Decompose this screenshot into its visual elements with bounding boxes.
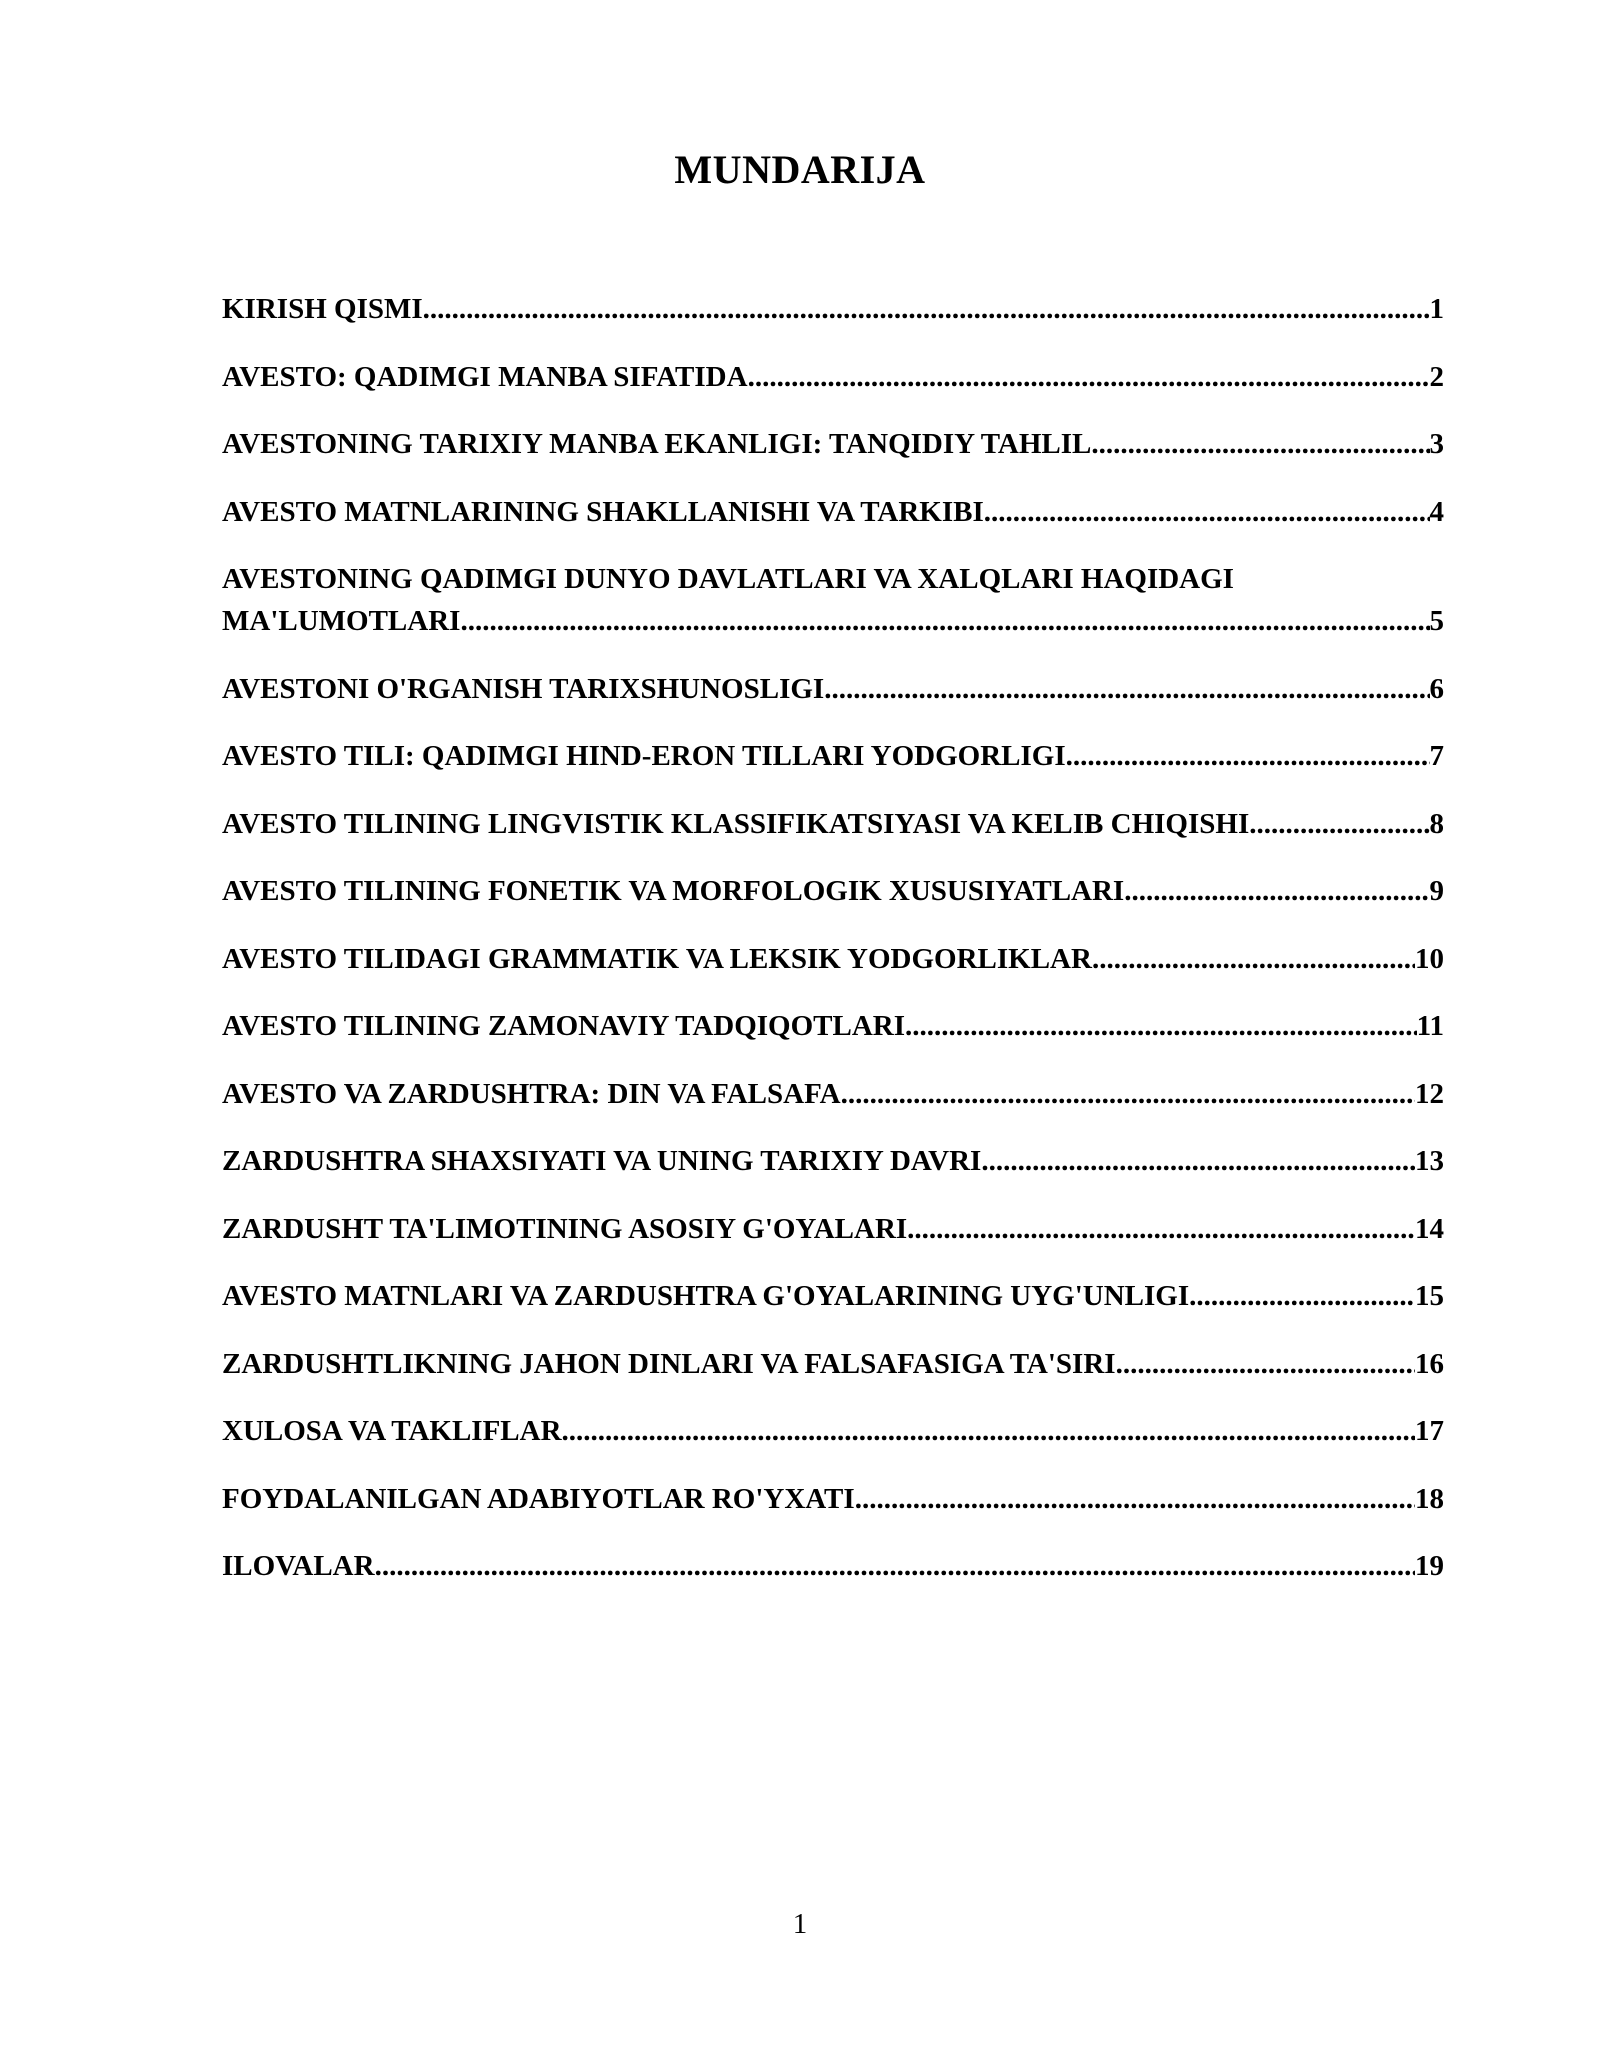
toc-entry-label: AVESTO: QADIMGI MANBA SIFATIDA: [222, 360, 748, 393]
toc-entry-label: AVESTONING TARIXIY MANBA EKANLIGI: TANQIDIY TAHLIL: [222, 428, 1092, 460]
dot-leader: [905, 1005, 1417, 1047]
toc-entry[interactable]: [222, 1005, 1444, 1047]
toc-entry-page: 18: [1415, 1482, 1444, 1515]
toc-entry-page: 2: [1429, 360, 1444, 393]
toc-entry[interactable]: [222, 938, 1444, 980]
dot-leader: [375, 1545, 1415, 1587]
toc-entry-continuation: [222, 600, 1444, 642]
toc-entry-page: 7: [1429, 740, 1444, 772]
toc-entry[interactable]: [222, 1545, 1444, 1587]
toc-entry-label: ZARDUSHT TA'LIMOTINING ASOSIY G'OYALARI: [222, 1212, 908, 1245]
dot-leader: [907, 1208, 1415, 1250]
dot-leader: [423, 288, 1430, 330]
toc-entry[interactable]: [222, 1073, 1444, 1115]
toc-entry-label: AVESTONING QADIMGI DUNYO DAVLATLARI VA XALQLARI HAQIDAGI: [222, 563, 1234, 595]
toc-entry[interactable]: [222, 668, 1444, 710]
page-number: 1: [792, 1908, 808, 1940]
toc-entry-label-continued: MA'LUMOTLARI: [222, 605, 461, 637]
toc-entry[interactable]: [222, 735, 1444, 777]
toc-entry[interactable]: [222, 558, 1444, 642]
toc-entry-page: 10: [1415, 942, 1444, 975]
toc-entry-label: KIRISH QISMI: [222, 293, 423, 325]
toc-entry-page: 17: [1415, 1415, 1444, 1447]
toc-entry-label: AVESTO MATNLARINING SHAKLLANISHI VA TARKIBI: [222, 495, 984, 528]
toc-entry-page: 5: [1429, 605, 1444, 637]
dot-leader: [748, 356, 1430, 398]
dot-leader: [981, 1140, 1415, 1182]
dot-leader: [1091, 423, 1429, 465]
toc-entry-label: ZARDUSHTRA SHAXSIYATI VA UNING TARIXIY DAVRI: [222, 1145, 982, 1177]
toc-entry-label: FOYDALANILGAN ADABIYOTLAR RO'YXATI: [222, 1482, 855, 1515]
toc-entry-page: 15: [1415, 1280, 1444, 1312]
toc-entry-label: ILOVALAR: [222, 1550, 375, 1582]
dot-leader: [460, 600, 1429, 642]
toc-entry[interactable]: [222, 1208, 1444, 1250]
toc-entry-page: 3: [1429, 428, 1444, 460]
toc-entry[interactable]: [222, 423, 1444, 465]
page-title: MUNDARIJA: [674, 147, 926, 192]
toc-entry-page: 13: [1415, 1145, 1444, 1177]
dot-leader: [855, 1478, 1415, 1520]
dot-leader: [1124, 870, 1429, 912]
toc-entry-page: 12: [1415, 1077, 1444, 1110]
toc-entry[interactable]: [222, 1343, 1444, 1385]
dot-leader: [841, 1073, 1415, 1115]
toc-entry-page: 6: [1429, 672, 1444, 705]
toc-entry-page: 14: [1415, 1212, 1444, 1245]
toc-entry-label: AVESTO MATNLARI VA ZARDUSHTRA G'OYALARINING UYG'UNLIGI: [222, 1280, 1190, 1312]
toc-entry-label: ZARDUSHTLIKNING JAHON DINLARI VA FALSAFASIGA TA'SIRI: [222, 1347, 1116, 1380]
toc-entry[interactable]: [222, 1140, 1444, 1182]
dot-leader: [1249, 803, 1429, 845]
toc-entry[interactable]: [222, 356, 1444, 398]
toc-entry-page: 9: [1429, 875, 1444, 907]
toc-entry[interactable]: [222, 1478, 1444, 1520]
toc-entry-page: 4: [1429, 495, 1444, 528]
toc-entry[interactable]: [222, 288, 1444, 330]
toc-entry-label: AVESTO VA ZARDUSHTRA: DIN VA FALSAFA: [222, 1077, 841, 1110]
toc-entry-page: 16: [1415, 1347, 1444, 1380]
dot-leader: [1066, 735, 1430, 777]
dot-leader: [984, 491, 1430, 533]
dot-leader: [562, 1410, 1415, 1452]
toc-entry[interactable]: [222, 803, 1444, 845]
toc-entry-page: 19: [1415, 1550, 1444, 1582]
toc-entry-page: 8: [1429, 807, 1444, 840]
toc-entry-label: AVESTO TILINING LINGVISTIK KLASSIFIKATSIYASI VA KELIB CHIQISHI: [222, 807, 1250, 840]
toc-entry-label: AVESTO TILI: QADIMGI HIND-ERON TILLARI YODGORLIGI: [222, 740, 1066, 772]
toc-entry[interactable]: [222, 491, 1444, 533]
toc-entry-page: 11: [1416, 1010, 1444, 1042]
toc-entry-page: 1: [1429, 293, 1444, 325]
dot-leader: [1092, 938, 1415, 980]
table-of-contents: [222, 288, 1444, 1613]
toc-entry-label: AVESTONI O'RGANISH TARIXSHUNOSLIGI: [222, 672, 825, 705]
toc-entry[interactable]: [222, 1275, 1444, 1317]
toc-entry-label: AVESTO TILIDAGI GRAMMATIK VA LEKSIK YODGORLIKLAR: [222, 942, 1092, 975]
dot-leader: [1189, 1275, 1415, 1317]
toc-entry-label: AVESTO TILINING ZAMONAVIY TADQIQOTLARI: [222, 1010, 906, 1042]
dot-leader: [1116, 1343, 1415, 1385]
toc-entry[interactable]: [222, 1410, 1444, 1452]
toc-entry-label: AVESTO TILINING FONETIK VA MORFOLOGIK XUSUSIYATLARI: [222, 875, 1125, 907]
toc-entry[interactable]: [222, 870, 1444, 912]
toc-entry-label: XULOSA VA TAKLIFLAR: [222, 1415, 562, 1447]
dot-leader: [824, 668, 1429, 710]
